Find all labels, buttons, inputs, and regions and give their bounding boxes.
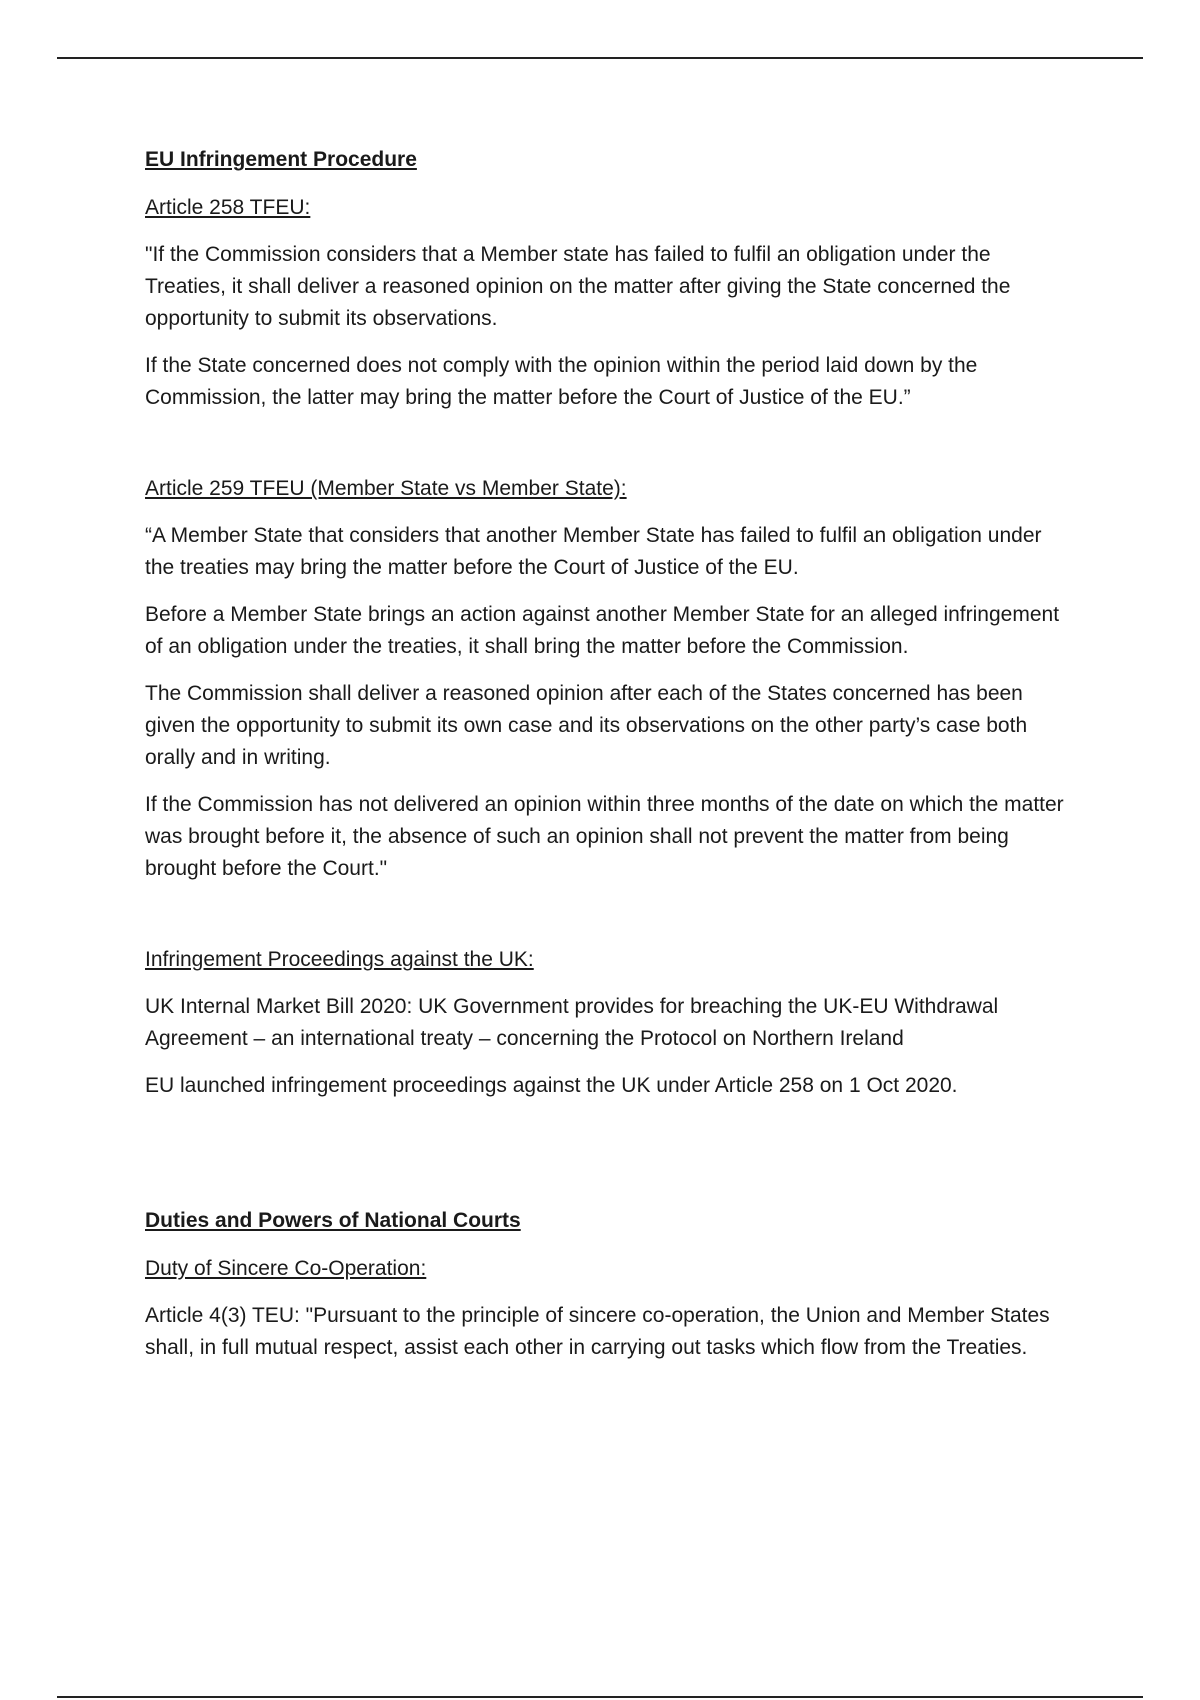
paragraph: Article 4(3) TEU: "Pursuant to the principle of sincere co-operation, the Union and Member States shall, in full mutual respect, assist each other in carrying out tasks which flow from the Treaties. [145, 1304, 1050, 1359]
section-heading-national-courts: Duties and Powers of National Courts [145, 1209, 521, 1232]
subheading-article-258: Article 258 TFEU: [145, 196, 311, 219]
subheading-sincere-cooperation: Duty of Sincere Co-Operation: [145, 1257, 427, 1280]
top-rule [57, 57, 1143, 59]
paragraph: “A Member State that considers that another Member State has failed to fulfil an obligation under the treaties may bring the matter before the Court of Justice of the EU. [145, 524, 1042, 579]
document-body [145, 146, 1065, 1379]
paragraph: UK Internal Market Bill 2020: UK Government provides for breaching the UK-EU Withdrawal Agreement – an international treaty – concerning the Protocol on Northern Ireland [145, 995, 999, 1050]
paragraph: Before a Member State brings an action against another Member State for an alleged infringement of an obligation under the treaties, it shall bring the matter before the Commission. [145, 603, 1060, 658]
bottom-rule [57, 1696, 1143, 1698]
paragraph: If the Commission has not delivered an opinion within three months of the date on which the matter was brought before it, the absence of such an opinion shall not prevent the matter from being brought before the Court." [145, 793, 1064, 880]
subheading-uk-proceedings: Infringement Proceedings against the UK: [145, 948, 534, 971]
paragraph: If the State concerned does not comply with the opinion within the period laid down by the Commission, the latter may bring the matter before the Court of Justice of the EU.” [145, 354, 978, 409]
paragraph: "If the Commission considers that a Member state has failed to fulfil an obligation under the Treaties, it shall deliver a reasoned opinion on the matter after giving the State concerned the opportunity to submit its observations. [145, 243, 1011, 330]
paragraph: EU launched infringement proceedings against the UK under Article 258 on 1 Oct 2020. [145, 1074, 958, 1097]
paragraph: The Commission shall deliver a reasoned opinion after each of the States concerned has been given the opportunity to submit its own case and its observations on the other party’s case both orally and in writing. [145, 682, 1028, 769]
subheading-article-259: Article 259 TFEU (Member State vs Member State): [145, 477, 627, 500]
section-heading-eu-infringement: EU Infringement Procedure [145, 148, 417, 171]
